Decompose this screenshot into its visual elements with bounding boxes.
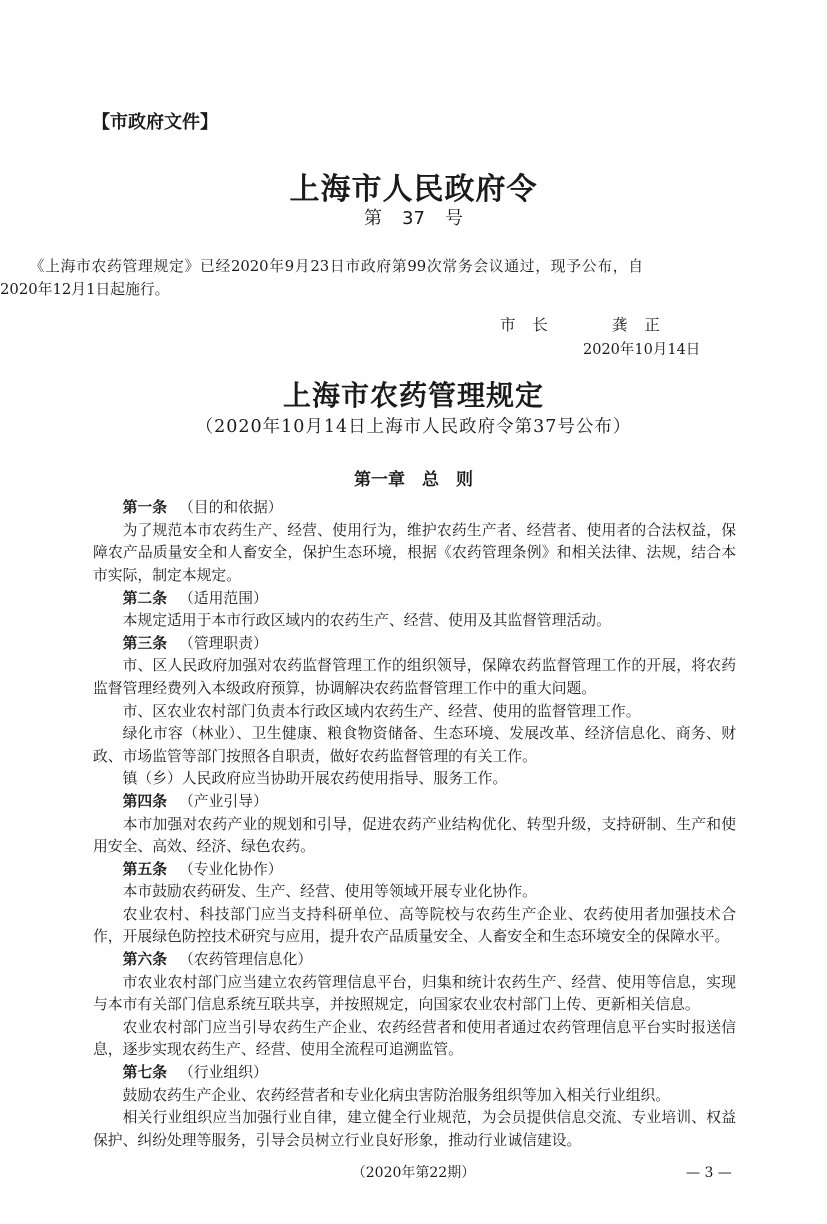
article-number: 第一条 (122, 499, 167, 517)
article-title: （产业引导） (179, 792, 268, 810)
article-heading (93, 633, 736, 656)
article-heading (93, 588, 736, 611)
article-heading (93, 859, 736, 882)
article-paragraph: 镇（乡）人民政府应当协助开展农药使用指导、服务工作。 (122, 770, 508, 788)
order-number-suffix: 号 (444, 208, 463, 229)
article-paragraph: 农业农村部门应当引导农药生产企业、农药经营者和使用者通过农药管理信息平台实时报送信息，逐步实现农药生产、经营、使用全流程可追溯监管。 (93, 1018, 736, 1059)
article-paragraph: 本市鼓励农药研发、生产、经营、使用等领域开展专业化协作。 (122, 883, 537, 901)
article-title: （专业化协作） (179, 860, 283, 878)
article-paragraph: 农业农村、科技部门应当支持科研单位、高等院校与农药生产企业、农药使用者加强技术合作，开展绿色防控技术研究与应用，提升农产品质量安全、人畜安全和生态环境安全的保障水平。 (93, 905, 736, 946)
article-title: （行业组织） (179, 1064, 268, 1082)
order-number-prefix: 第 (364, 208, 383, 229)
signer-title: 市 长 (500, 316, 554, 335)
article-number: 第六条 (122, 951, 167, 969)
page-number: — 3 — (686, 1165, 732, 1182)
article-heading (93, 949, 736, 972)
article-title: （适用范围） (179, 589, 268, 607)
article-number: 第三条 (122, 634, 167, 652)
article-heading (93, 1062, 736, 1085)
chapter-heading: 第一章 总 则 (354, 470, 473, 491)
article-title: （管理职责） (179, 634, 268, 652)
article-heading (93, 497, 736, 520)
order-title: 上海市人民政府令 (289, 172, 538, 207)
signer-name: 龚 正 (612, 316, 666, 335)
signer (500, 314, 827, 336)
section-tag: 【市政府文件】 (92, 112, 218, 133)
sign-date: 2020年10月14日 (583, 342, 701, 359)
footer (0, 1162, 827, 1184)
regulation-subtitle: （2020年10月14日上海市人民政府令第37号公布） (195, 417, 632, 438)
article-number: 第四条 (122, 792, 167, 810)
article-paragraph: 绿化市容（林业）、卫生健康、粮食物资储备、生态环境、发展改革、经济信息化、商务、财政、市场监管等部门按照各自职责，做好农药监督管理的有关工作。 (93, 725, 736, 765)
article-paragraph: 鼓励农药生产企业、农药经营者和专业化病虫害防治服务组织等加入相关行业组织。 (122, 1086, 671, 1104)
article-title: （农药管理信息化） (179, 951, 313, 969)
regulation-title: 上海市农药管理规定 (282, 379, 544, 413)
order-number (0, 208, 827, 230)
article-paragraph: 市、区农业农村部门负责本行政区域内农药生产、经营、使用的监督管理工作。 (122, 702, 641, 720)
regulation-body (93, 497, 736, 1152)
article-number: 第五条 (122, 860, 167, 878)
promulgation-text: 《上海市农药管理规定》已经2020年9月23日市政府第99次常务会议通过，现予公布，自2020年12月1日起施行。 (0, 258, 643, 298)
footer-issue: （2020年第22期） (351, 1165, 476, 1182)
article-number: 第七条 (122, 1064, 167, 1082)
article-paragraph: 市农业农村部门应当建立农药管理信息平台，归集和统计农药生产、经营、使用等信息，实现与本市有关部门信息系统互联共享，并按照规定，向国家农业农村部门上传、更新相关信息。 (93, 973, 736, 1014)
article-number: 第二条 (122, 589, 167, 607)
article-paragraph: 本规定适用于本市行政区域内的农药生产、经营、使用及其监督管理活动。 (122, 612, 611, 630)
article-paragraph: 市、区人民政府加强对农药监督管理工作的组织领导，保障农药监督管理工作的开展，将农药监督管理经费列入本级政府预算，协调解决农药监督管理工作中的重大问题。 (93, 657, 736, 697)
article-title: （目的和依据） (179, 499, 283, 517)
order-number-value: 37 (402, 208, 425, 229)
article-paragraph: 为了规范本市农药生产、经营、使用行为，维护农药生产者、经营者、使用者的合法权益，保障农产品质量安全和人畜安全，保护生态环境，根据《农药管理条例》和相关法律、法规，结合本市实际，制定本规定。 (93, 521, 736, 584)
article-paragraph: 本市加强对农药产业的规划和引导，促进农药产业结构优化、转型升级，支持研制、生产和使用安全、高效、经济、绿色农药。 (93, 815, 736, 856)
article-heading (93, 791, 736, 814)
article-paragraph: 相关行业组织应当加强行业自律，建立健全行业规范，为会员提供信息交流、专业培训、权益保护、纠纷处理等服务，引导会员树立行业良好形象，推动行业诚信建设。 (93, 1109, 736, 1149)
